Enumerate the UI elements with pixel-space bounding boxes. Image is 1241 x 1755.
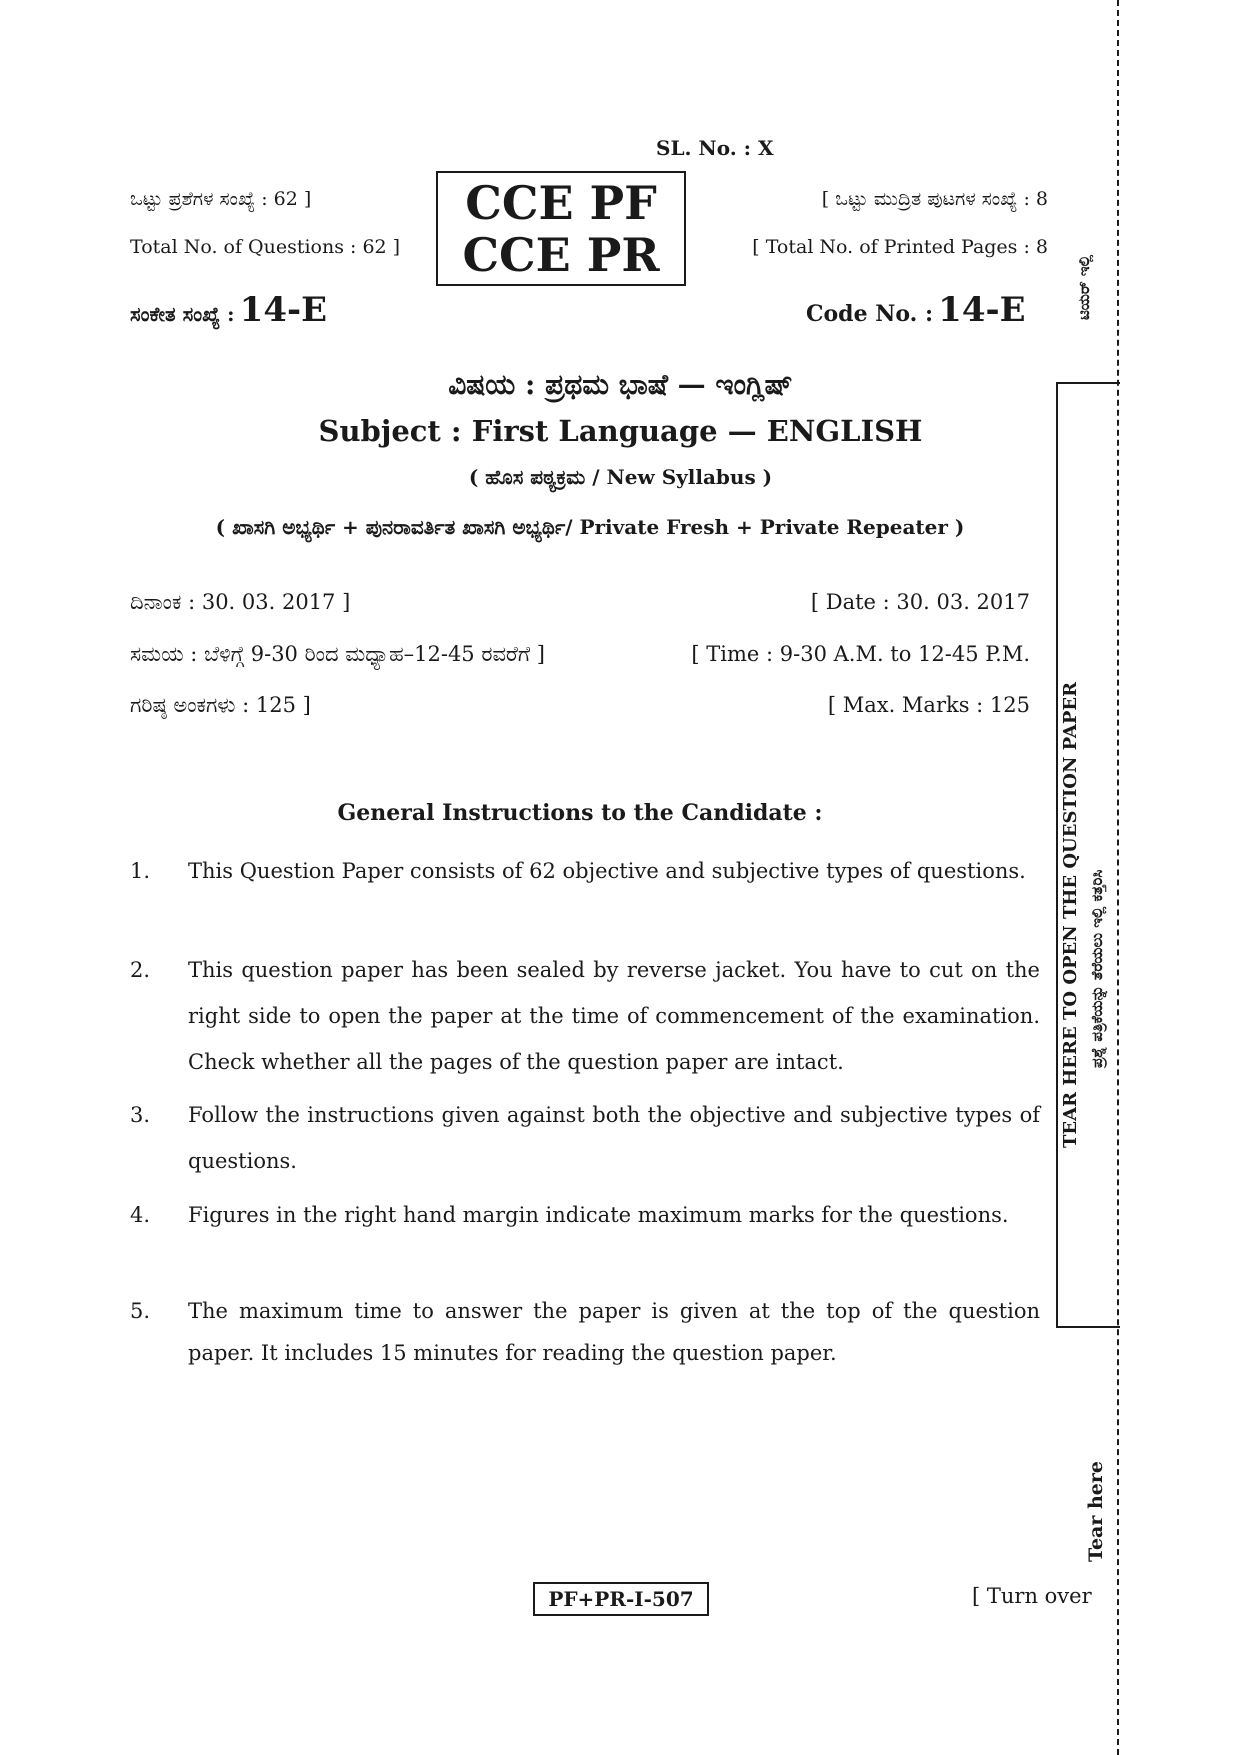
- tear-open-kannada: ಪ್ರಶ್ನೆ ಪತ್ರಿಕೆಯನ್ನು ತೆರೆಯಲು ಇಲ್ಲಿ ಕತ್ತರಿಸಿ: [1088, 869, 1106, 1068]
- date-kannada: ದಿನಾಂಕ : 30. 03. 2017 ]: [130, 590, 351, 614]
- instruction-number: 4.: [130, 1203, 151, 1227]
- candidate-type: ( ಖಾಸಗಿ ಅಭ್ಯರ್ಥಿ + ಪುನರಾವರ್ತಿತ ಖಾಸಗಿ ಅಭ್ಯರ್ಥಿ/ Private Fresh + Private Repeater ): [215, 515, 965, 539]
- code-number-kannada-value: 14-E: [239, 290, 327, 330]
- instruction-item: [130, 1290, 1040, 1374]
- code-number-english: [806, 290, 1026, 330]
- code-number-kannada-label: ಸಂಕೇತ ಸಂಖ್ಯೆ :: [130, 302, 235, 326]
- exam-code-pf: CCE PF: [465, 175, 657, 230]
- instruction-text: This question paper has been sealed by reverse jacket. You have to cut on the right side to open the paper at the time of commencement of the examination. Check whether all the pages of the question paper are intact.: [188, 958, 1040, 1074]
- instruction-number: 1.: [130, 859, 151, 883]
- date-english: [ Date : 30. 03. 2017: [810, 590, 1030, 614]
- instruction-item: [130, 947, 1040, 1085]
- instruction-number: 5.: [130, 1299, 151, 1323]
- instruction-number: 2.: [130, 958, 151, 982]
- turn-over: [ Turn over: [972, 1584, 1092, 1608]
- instruction-text: This Question Paper consists of 62 objective and subjective types of questions.: [188, 859, 1026, 883]
- printed-pages-kannada: [ ಒಟ್ಟು ಮುದ್ರಿತ ಪುಟಗಳ ಸಂಖ್ಯೆ : 8: [821, 188, 1048, 210]
- instruction-item: [130, 848, 1040, 894]
- code-number-english-value: 14-E: [938, 290, 1026, 330]
- code-number-kannada: [130, 290, 327, 330]
- instruction-text: The maximum time to answer the paper is given at the top of the question paper. It includes 15 minutes for reading the question paper.: [188, 1299, 1040, 1365]
- code-number-english-label: Code No. :: [806, 301, 934, 327]
- syllabus: ( ಹೊಸ ಪಠ್ಯಕ್ರಮ / New Syllabus ): [468, 465, 773, 489]
- subject-kannada: ವಿಷಯ : ಪ್ರಥಮ ಭಾಷೆ — ಇಂಗ್ಲಿಷ್: [448, 368, 793, 401]
- time-kannada: ಸಮಯ : ಬೆಳಿಗ್ಗೆ 9-30 ರಿಂದ ಮಧ್ಯಾಹ–12-45 ರವರೆಗೆ ]: [130, 642, 545, 666]
- serial-number: SL. No. : X: [656, 136, 774, 160]
- margin-kannada-top: ಟಿಯರ್ ಇಲ್ಲಿ: [1075, 255, 1093, 320]
- exam-code-pr: CCE PR: [462, 227, 660, 282]
- instruction-number: 3.: [130, 1103, 151, 1127]
- instruction-item: [130, 1192, 1040, 1238]
- paper-code: PF+PR-I-507: [533, 1582, 709, 1616]
- total-questions-english: Total No. of Questions : 62 ]: [130, 236, 401, 258]
- printed-pages-english: [ Total No. of Printed Pages : 8: [752, 236, 1048, 258]
- instruction-item: [130, 1092, 1040, 1184]
- exam-code-box: [436, 171, 686, 286]
- max-marks-english: [ Max. Marks : 125: [827, 693, 1030, 717]
- instruction-text: Figures in the right hand margin indicate maximum marks for the questions.: [188, 1203, 1009, 1227]
- max-marks-kannada: ಗರಿಷ್ಠ ಅಂಕಗಳು : 125 ]: [130, 693, 311, 717]
- tear-here-label: Tear here: [1085, 1461, 1107, 1562]
- time-english: [ Time : 9-30 A.M. to 12-45 P.M.: [691, 642, 1030, 666]
- total-questions-kannada: ಒಟ್ಟು ಪ್ರಶೆಗಳ ಸಂಖ್ಯೆ : 62 ]: [130, 188, 312, 210]
- subject-english: Subject : First Language — ENGLISH: [318, 414, 923, 448]
- tear-open-english: TEAR HERE TO OPEN THE QUESTION PAPER: [1060, 681, 1081, 1148]
- instruction-text: Follow the instructions given against both the objective and subjective types of questions.: [188, 1103, 1040, 1173]
- instructions-heading: General Instructions to the Candidate :: [337, 800, 823, 826]
